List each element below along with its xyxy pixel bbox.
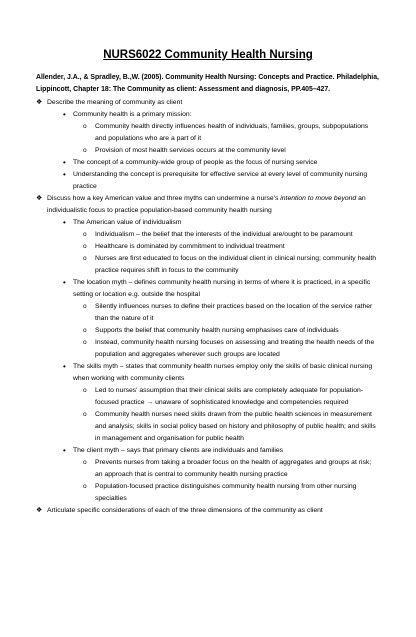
list-item-text: The location myth – defines community health nursing in terms of where it is practiced, in a specific setting or location e.g. outside the hospital — [73, 279, 371, 298]
list-item — [63, 157, 380, 169]
list-item — [83, 481, 380, 505]
list-item-text: Provision of most health services occurs at the community level — [95, 147, 286, 154]
circle-bullet-icon: o — [83, 459, 87, 466]
list-item-text: Silently influences nurses to define their practices based on the location of the service rather than the nature of it — [95, 303, 373, 322]
list-item — [83, 241, 380, 253]
list-item-text: Instead, community health nursing focuses on assessing and treating the health needs of the population and aggregates wherever such groups are located — [95, 339, 375, 358]
outline-list — [36, 97, 380, 517]
emphasis-text: intention to move beyond — [280, 195, 357, 202]
circle-bullet-icon: o — [83, 231, 87, 238]
list-item — [63, 169, 380, 193]
list-item — [83, 457, 380, 481]
dot-bullet-icon: • — [63, 362, 66, 371]
list-item-text: The client myth – says that primary clients are individuals and families — [73, 447, 284, 454]
list-item — [83, 301, 380, 325]
list-item-text: The skills myth – states that community health nurses employ only the skills of basic clinical nursing when working with community clients — [73, 363, 373, 382]
list-item — [83, 229, 380, 241]
diamond-bullet-icon: ❖ — [36, 507, 43, 514]
circle-bullet-icon: o — [83, 339, 87, 346]
circle-bullet-icon: o — [83, 327, 87, 334]
dot-bullet-icon: • — [63, 446, 66, 455]
circle-bullet-icon: o — [83, 123, 87, 130]
dot-bullet-icon: • — [63, 158, 66, 167]
dot-bullet-icon: • — [63, 110, 66, 119]
list-item-text: Population-focused practice distinguishes community health nursing from other nursing specialties — [95, 483, 357, 502]
diamond-bullet-icon: ❖ — [36, 195, 43, 202]
list-item-text: The concept of a community-wide group of people as the focus of nursing service — [73, 159, 318, 166]
list-item-text: Describe the meaning of community as client — [47, 99, 183, 106]
list-item — [83, 385, 380, 409]
list-item — [63, 445, 380, 505]
list-item-text: Discuss how a key American value and three myths can undermine a nurse's intention to move beyond an individualistic focus to practice population-based community health nursing — [47, 195, 366, 214]
list-item — [83, 409, 380, 445]
list-item-text: Healthcare is dominated by commitment to individual treatment — [95, 243, 285, 250]
list-item-text: Community health nurses need skills drawn from the public health sciences in measurement and analysis; skills in social policy based on history and philosophy of public health; and skills in management and organisation for public health — [95, 411, 376, 442]
circle-bullet-icon: o — [83, 243, 87, 250]
list-item — [83, 145, 380, 157]
list-item-text: Supports the belief that community health nursing emphasises care of individuals — [95, 327, 339, 334]
dot-bullet-icon: • — [63, 278, 66, 287]
list-item-text: Prevents nurses from taking a broader focus on the health of aggregates and groups at risk; an approach that is central to community health nursing practice — [95, 459, 372, 478]
list-item-text: The American value of individualism — [73, 219, 182, 226]
circle-bullet-icon: o — [83, 387, 87, 394]
list-item — [63, 361, 380, 445]
document-title: NURS6022 Community Health Nursing — [103, 49, 313, 61]
dot-bullet-icon: • — [63, 170, 66, 179]
list-item — [83, 337, 380, 361]
list-item — [83, 253, 380, 277]
list-item — [83, 121, 380, 145]
diamond-bullet-icon: ❖ — [36, 99, 43, 106]
dot-bullet-icon: • — [63, 218, 66, 227]
list-item — [63, 109, 380, 157]
circle-bullet-icon: o — [83, 483, 87, 490]
list-item — [63, 217, 380, 277]
document-page — [0, 48, 416, 637]
list-item-text: Understanding the concept is prerequisite for effective service at every level of community nursing practice — [73, 171, 368, 190]
circle-bullet-icon: o — [83, 147, 87, 154]
list-item — [83, 325, 380, 337]
list-item-text: Individualism – the belief that the interests of the individual are/ought to be paramount — [95, 231, 353, 238]
list-item-text: Community health is a primary mission: — [73, 111, 192, 118]
circle-bullet-icon: o — [83, 255, 87, 262]
reference-citation: Allender, J.A., & Spradley, B.,W. (2005). Community Health Nursing: Concepts and Practice. Philadelphia, Lippincott, Chapter 18: The Community as client: Assessment and diagnosis, PP.405–427. — [36, 74, 379, 93]
list-item-text: Nurses are first educated to focus on the individual client in clinical nursing; community health practice requires shift in focus to the community — [95, 255, 377, 274]
list-item-text: Articulate specific considerations of each of the three dimensions of the community as client — [47, 507, 323, 514]
circle-bullet-icon: o — [83, 303, 87, 310]
list-item — [36, 505, 380, 517]
list-item-text: Led to nurses' assumption that their clinical skills are completely adequate for population-focused practice → unaware of sophisticated knowledge and competencies required — [95, 387, 364, 406]
list-item — [36, 193, 380, 505]
list-item — [36, 97, 380, 193]
circle-bullet-icon: o — [83, 411, 87, 418]
list-item-text: Community health directly influences health of individuals, families, groups, subpopulations and populations who are a part of it — [95, 123, 369, 142]
list-item — [63, 277, 380, 361]
